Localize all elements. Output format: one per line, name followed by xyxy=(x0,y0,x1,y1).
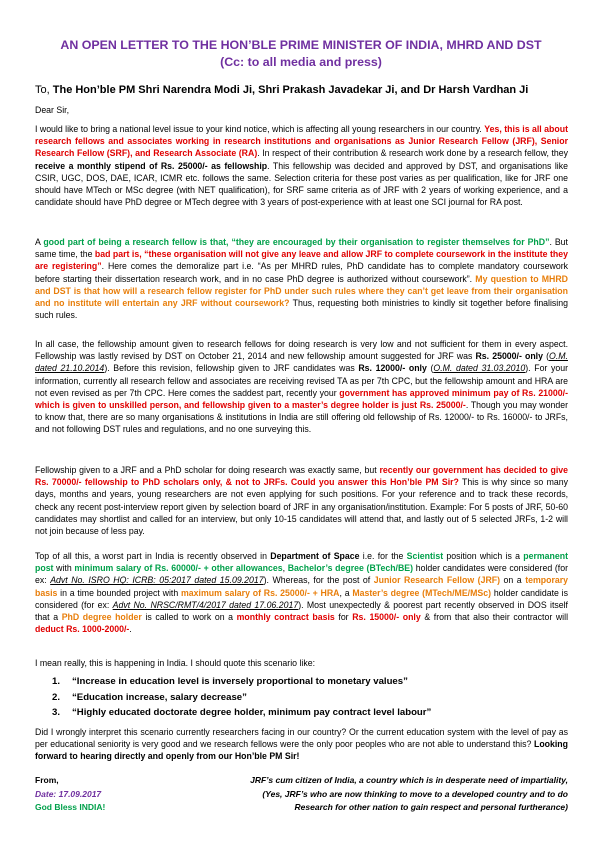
p3-text: ). Before this revision, fellowship given to JRF candidates was xyxy=(104,363,359,374)
footer-left xyxy=(35,774,105,815)
p5-jrf: Junior Research Fellow (JRF) xyxy=(373,575,501,586)
quote-list xyxy=(52,674,431,721)
paragraph-7 xyxy=(35,726,568,763)
p5-text: i.e. for the xyxy=(359,551,407,561)
p5-text: with xyxy=(53,563,75,574)
paragraph-4 xyxy=(35,464,568,537)
p2-bad-part: bad part is, “these organisation will not give any leave and allow JRF to complete coursework in the institute they are registering” xyxy=(35,249,568,272)
p3-text: ( xyxy=(542,351,550,362)
p5-salary: minimum salary of Rs. 60000/- + other allowances xyxy=(74,563,283,574)
p4-highlight: recently our government has decided to give Rs. 70000/- fellowship to PhD scholars only, & not to JRFs. Could you answer this Hon’ble PM Sir? xyxy=(35,465,568,488)
signature-line-3: Research for other nation to gain respect and personal furtherance) xyxy=(294,802,568,812)
p3-om-link: O.M. dated 21.10.2014 xyxy=(35,351,568,374)
quote-item xyxy=(52,674,431,690)
p5-deduct: deduct Rs. 1000-2000/- xyxy=(35,624,130,635)
p5-text: Top of all this, a worst part in India is recently observed in xyxy=(35,551,271,561)
p5-phd: PhD degree holder xyxy=(61,612,142,623)
p5-contract: monthly contract basis xyxy=(236,612,335,623)
quote-item xyxy=(52,690,431,706)
p3-om-link: O.M. dated 31.03.2010 xyxy=(433,363,526,374)
p1-text: I would like to bring a national level issue to your kind notice, which is affecting all young researchers in our country. xyxy=(35,124,485,134)
p5-text: ). Most unexpectedly & poorest part recently observed in DOS itself that a xyxy=(35,599,568,623)
addressee-names: The Hon’ble PM Shri Narendra Modi Ji, Shri Prakash Javadekar Ji, and Dr Harsh Vardhan Ji xyxy=(52,84,529,96)
p4-text: This is why since so many days, months and years, young researchers are not even applying for such positions. For your reference and to track these records, check any recent post-interview report given by selection board of JRF in any organisation/institution. Example: For 5 posts of JRF, 50-60 candidates may shortlist and called for an interview, but only 10-15 candidates will attend that, and lastly out of 5 selected JRFs, 1-2 will not join because of less pay. xyxy=(35,477,568,537)
p2-text: . But same time, the xyxy=(35,237,568,260)
salutation: Dear Sir, xyxy=(35,105,70,115)
p1-text: . This fellowship was decided and approved by DST, and organisations like CSIR, UGC, DOS, DAE, ICAR, ICMR etc. follows the same. Selection criteria for these post varies as per qualification, like for JRF one should have MTech or MSc degree (with NET qualification), for SRF same criteria as of JRF with 2 years of working experience, and a candidate should have PhD degree or MTech degree with 3 years of post-experience with at least one SCI journal for RA post. xyxy=(35,160,568,208)
addressee xyxy=(35,84,528,96)
p5-masters: Master’s degree (MTech/ME/MSc) xyxy=(352,587,492,598)
quote-text: “Increase in education level is inversely proportional to monetary values” xyxy=(72,676,408,687)
p5-text: is called to work on a xyxy=(141,612,237,623)
p1-stipend: receive a monthly stipend of Rs. 25000/- as fellowship xyxy=(35,160,268,171)
p1-highlight: this is all about research fellows and associates working in research institutions and organisations as Junior Research Fellow (JRF), Senior Research Fellow (SRF), and Research Associate (RA) xyxy=(35,124,568,159)
paragraph-1 xyxy=(35,123,568,208)
p3-text: ( xyxy=(426,363,434,374)
p2-text: . Here comes the demoralize part i.e. “As per MHRD rules, PhD candidate has to complete mandatory coursework before starting their dissertation research work, and in no case PhD degree is authorized without coursework”. xyxy=(35,261,568,284)
p3-amount: Rs. 25000/- only xyxy=(475,351,543,362)
p2-question: My question to MHRD and DST is that how will a research fellow register for PhD under such rules where they can’t get leave from their organisation and no institute will entertain any JRF without coursework? xyxy=(35,273,568,309)
p5-text: . xyxy=(129,624,132,635)
quote-text: “Highly educated doctorate degree holder, minimum pay contract level labour” xyxy=(72,707,432,718)
paragraph-5 xyxy=(35,550,568,635)
p3-text: . Though you may wonder to know that, there are so many organisations & institutions in India are still offering old fellowship of Rs. 12000/- to Rs. 16000/- to JRFs, and not following DST rules and regulations, and no one surveying this. xyxy=(35,400,569,435)
p7-text: Did I wrongly interpret this scenario currently researchers facing in our country? Or the current education system with the level of pay as per educational seniority is very good and we research fellows were the only poor peoples who are not able to understand this? xyxy=(35,727,568,750)
p5-text: holder candidates were considered (for ex: xyxy=(35,563,568,586)
letter-cc: (Cc: to all media and press) xyxy=(220,55,382,69)
footer-from: From, xyxy=(35,775,59,785)
signature-line-2: (Yes, JRF’s who are now thinking to move to a developed country and to do xyxy=(262,788,568,799)
p5-pay: Rs. 15000/- only xyxy=(352,612,421,623)
p5-advt-link: Advt No. NRSC/RMT/4/2017 dated 17.06.2017 xyxy=(112,599,299,610)
signature-line-1: JRF’s cum citizen of India, a country which is in desperate need of impartiality, xyxy=(250,775,568,785)
p5-max-salary: maximum salary of Rs. 25000/- + HRA xyxy=(181,587,340,598)
p5-text: , a xyxy=(339,587,353,598)
paragraph-6: I mean really, this is happening in India. I should quote this scenario like: xyxy=(35,658,315,668)
p5-text: & from that also their contractor will xyxy=(420,612,569,623)
p3-amount: Rs. 12000/- only xyxy=(358,363,427,374)
p1-text: . In respect of their contribution & research work done by a research fellow, they xyxy=(257,148,568,159)
p5-text: holder candidate is considered (for ex: xyxy=(35,587,568,610)
p3-highlight: government has approved minimum pay of Rs. 21000/- which is given to unskilled person, and fellowship given to a master’s degree holder is just Rs. 25000/- xyxy=(35,387,568,411)
quote-number: 3. xyxy=(52,707,61,718)
p5-text: , xyxy=(282,563,288,574)
quote-item xyxy=(52,705,431,721)
p1-yes: Yes, xyxy=(484,124,505,134)
p2-text: Thus, requesting both ministries to kindly sit together before finalising such rules. xyxy=(35,298,568,321)
quote-number: 2. xyxy=(52,691,61,703)
p2-text: A xyxy=(35,237,44,247)
paragraph-2 xyxy=(35,236,568,321)
footer-date: Date: 17.09.2017 xyxy=(35,788,102,799)
p5-text: ). Whereas, for the post of xyxy=(263,575,374,586)
p5-dept: Department of Space xyxy=(270,551,360,561)
p5-text: on a xyxy=(500,575,526,586)
p7-closing: Looking forward to hearing directly and openly from our Hon’ble PM Sir! xyxy=(35,739,568,762)
letter-title: AN OPEN LETTER TO THE HON’BLE PRIME MINISTER OF INDIA, MHRD AND DST xyxy=(60,38,542,52)
p5-degree: Bachelor’s degree (BTech/BE) xyxy=(287,563,414,574)
addressee-prefix: To, xyxy=(35,84,50,96)
p3-text: In all case, the fellowship amount given to research fellows for doing research is very low and not sufficient for them in every aspect. Fellowship was lastly revised by DST on October 21, 2014 and new fellowship amount suggested for JRF was xyxy=(35,339,568,362)
p5-scientist: Scientist xyxy=(406,551,444,561)
p5-text: in a time bounded project with xyxy=(57,587,181,598)
paragraph-3 xyxy=(35,338,568,436)
p3-text: ). For your information, currently all research fellow and associates are receiving revised TA as per 7th CPC, but the fellowship amount and HRA are not even revised as per 7th CPC. Here comes the saddest part, recently your xyxy=(35,363,568,398)
p5-text: for xyxy=(334,612,353,623)
footer-bless: God Bless INDIA! xyxy=(35,802,106,812)
p4-text: Fellowship given to a JRF and a PhD scholar for doing research was exactly same, but xyxy=(35,465,380,475)
quote-text: “Education increase, salary decrease” xyxy=(72,691,247,703)
p5-permanent: permanent post xyxy=(35,551,568,574)
p5-text: position which is a xyxy=(443,551,524,561)
p5-advt-link: Advt No. ISRO HQ: ICRB: 05:2017 dated 15.09.2017 xyxy=(50,575,264,586)
p2-good-part: good part of being a research fellow is that, “they are encouraged by their organisation to register themselves for PhD” xyxy=(43,237,550,247)
footer-right xyxy=(230,774,568,815)
p5-temporary: temporary basis xyxy=(35,575,568,598)
quote-number: 1. xyxy=(52,676,61,687)
